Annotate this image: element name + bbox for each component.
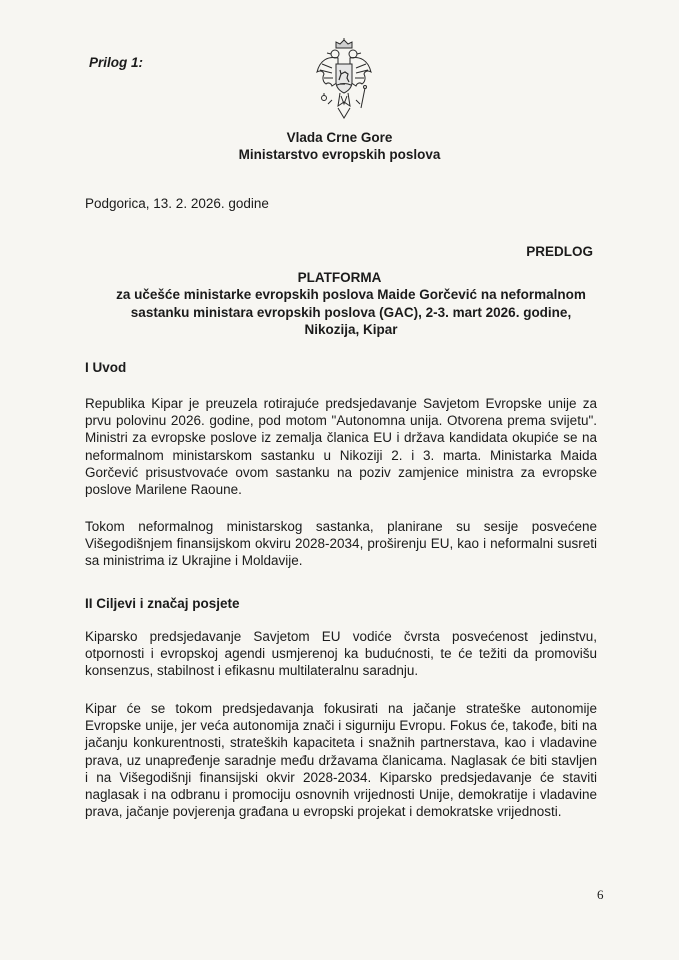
section-heading-goals: II Ciljevi i značaj posjete bbox=[85, 596, 240, 611]
paragraph: Kiparsko predsjedavanje Savjetom EU vodiće čvrsta posvećenost jedinstvu, otpornosti i evropskoj agendi usmjerenoj ka budućnosti, te će težiti da promovišu konsenzus, stabilnost i efikasnu multilateralnu saradnju. bbox=[85, 629, 597, 679]
montenegro-coat-of-arms-icon bbox=[314, 38, 374, 122]
platform-subtitle: za učešće ministarke evropskih poslova Maide Gorčević na neformalnom sastanku ministara evropskih poslova (GAC), 2-3. mart 2026. godine, Nikozija, Kipar bbox=[116, 287, 586, 337]
government-name: Vlada Crne Gore bbox=[286, 130, 393, 145]
place-date: Podgorica, 13. 2. 2026. godine bbox=[85, 196, 269, 211]
ministry-name: Ministarstvo evropskih poslova bbox=[238, 147, 441, 162]
paragraph: Kipar će se tokom predsjedavanja fokusirati na jačanje strateške autonomije Evropske unije, jer veća autonomija znači i sigurniju Evropu. Fokus će, takođe, biti na jačanju konkurentnosti, strateških kapaciteta i snažnih partnerstava, kao i vladavine prava, uz unapređenje saradnje među državama članicama. Naglasak će biti stavljen i na Višegodišnji finansijski okvir 2028-2034. Kiparsko predsjedavanje će staviti naglasak i na odbranu i promociju osnovnih vrijednosti Unije, demokratije i vladavine prava, jačanje povjerenja građana u evropski projekat i demokratske vrijednosti. bbox=[85, 701, 597, 820]
proposal-label: PREDLOG bbox=[526, 244, 593, 259]
section-heading-introduction: I Uvod bbox=[85, 360, 127, 375]
platform-title: PLATFORMA bbox=[297, 270, 382, 285]
annex-label: Prilog 1: bbox=[89, 55, 144, 70]
paragraph: Tokom neformalnog ministarskog sastanka, planirane su sesije posvećene Višegodišnjem finansijskom okviru 2028-2034, proširenju EU, kao i neformalni susreti sa ministrima iz Ukrajine i Moldavije. bbox=[85, 519, 597, 569]
paragraph: Republika Kipar je preuzela rotirajuće predsjedavanje Savjetom Evropske unije za prvu polovinu 2026. godine, pod motom "Autonomna unija. Otvorena prema svijetu". Ministri za evropske poslove iz zemalja članica EU i država kandidata okupiće se na neformalnom ministarskom sastanku u Nikoziji 2. i 3. marta. Ministarka Maida Gorčević prisustvovaće ovom sastanku na poziv zamjenice ministra za evropske poslove Marilene Raoune. bbox=[85, 396, 597, 498]
page-number: 6 bbox=[597, 887, 604, 902]
